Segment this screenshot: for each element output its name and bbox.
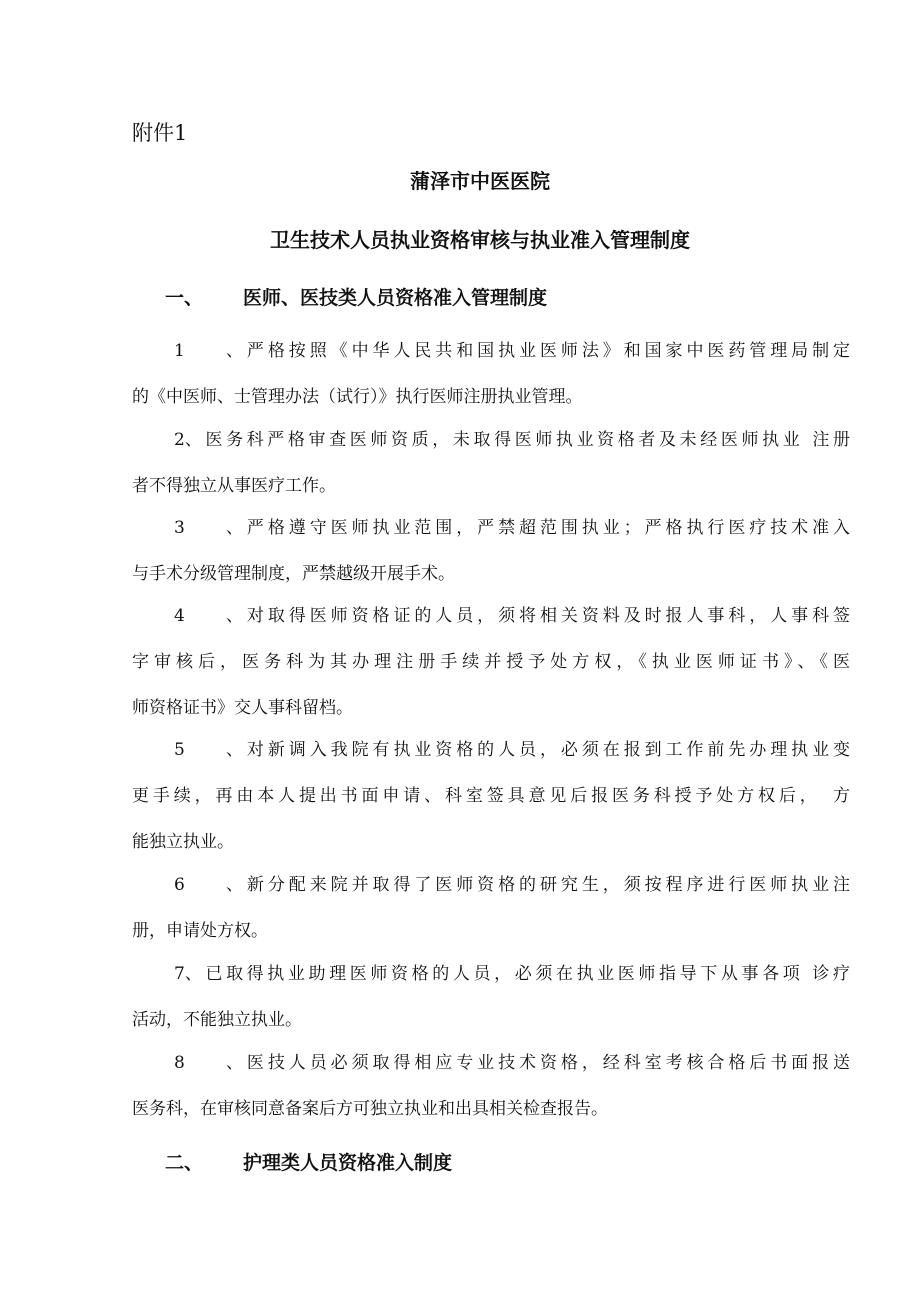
list-item-6 — [132, 870, 850, 962]
item-text-line: 能独立执业。 — [132, 832, 234, 852]
document-title-hospital: 蒲泽市中医医院 — [410, 169, 550, 193]
item-text-line: 更手续，再由本人提出书面申请、科室签具意见后报医务科授予处方权后， 方 — [132, 786, 850, 806]
item-text-line: 册，申请处方权。 — [132, 921, 268, 941]
section-heading-2 — [165, 1148, 452, 1178]
item-text-line: 与手术分级管理制度，严禁越级开展手术。 — [132, 564, 455, 584]
item-text-line: 的《中医师、士管理办法（试行）》执行医师注册执业管理。 — [132, 387, 583, 407]
list-item-8 — [132, 1048, 850, 1140]
list-item-7 — [132, 959, 850, 1051]
item-number: 4、 — [174, 606, 243, 626]
item-number: 1、 — [174, 341, 243, 361]
item-text-line: 严格按照《中华人民共和国执业医师法》和国家中医药管理局制定 — [243, 341, 850, 361]
list-item-4 — [132, 601, 850, 739]
section-heading-text: 医师、医技类人员资格准入管理制度 — [243, 287, 548, 309]
item-number: 2、 — [174, 430, 202, 450]
section-heading-text: 护理类人员资格准入制度 — [243, 1152, 453, 1174]
item-text-line: 字审核后，医务科为其办理注册手续并授予处方权，《执业医师证书》、《医 — [132, 652, 850, 672]
section-heading-1 — [165, 283, 547, 313]
list-item-1 — [132, 336, 850, 428]
item-text-line: 医技人员必须取得相应专业技术资格，经科室考核合格后书面报送 — [243, 1053, 850, 1073]
item-number: 5、 — [174, 740, 243, 760]
item-text-line: 活动，不能独立执业。 — [132, 1010, 302, 1030]
list-item-5 — [132, 735, 850, 873]
item-number: 3、 — [174, 518, 243, 538]
attachment-label: 附件1 — [132, 121, 188, 145]
document-title-subtitle: 卫生技术人员执业资格审核与执业准入管理制度 — [270, 228, 690, 252]
item-text-line: 者不得独立从事医疗工作。 — [132, 476, 336, 496]
item-text-line: 医务科，在审核同意备案后方可独立执业和出具相关检查报告。 — [132, 1099, 608, 1119]
item-text-line: 师资格证书》交人事科留档。 — [132, 698, 353, 718]
item-number: 6、 — [174, 875, 243, 895]
item-text-line: 已取得执业助理医师资格的人员，必须在执业医师指导下从事各项 诊疗 — [201, 964, 850, 984]
item-number: 7、 — [174, 964, 202, 984]
section-number: 一、 — [165, 287, 204, 309]
section-number: 二、 — [165, 1152, 204, 1174]
list-item-3 — [132, 513, 850, 605]
item-text-line: 对取得医师资格证的人员，须将相关资料及时报人事科，人事科签 — [243, 606, 850, 626]
item-text-line: 严格遵守医师执业范围，严禁超范围执业；严格执行医疗技术准入 — [243, 518, 850, 538]
item-text-line: 对新调入我院有执业资格的人员，必须在报到工作前先办理执业变 — [243, 740, 850, 760]
item-number: 8、 — [174, 1053, 243, 1073]
item-text-line: 新分配来院并取得了医师资格的研究生，须按程序进行医师执业注 — [243, 875, 850, 895]
list-item-2 — [132, 425, 850, 517]
item-text-line: 医务科严格审查医师资质，未取得医师执业资格者及未经医师执业 注册 — [201, 430, 850, 450]
